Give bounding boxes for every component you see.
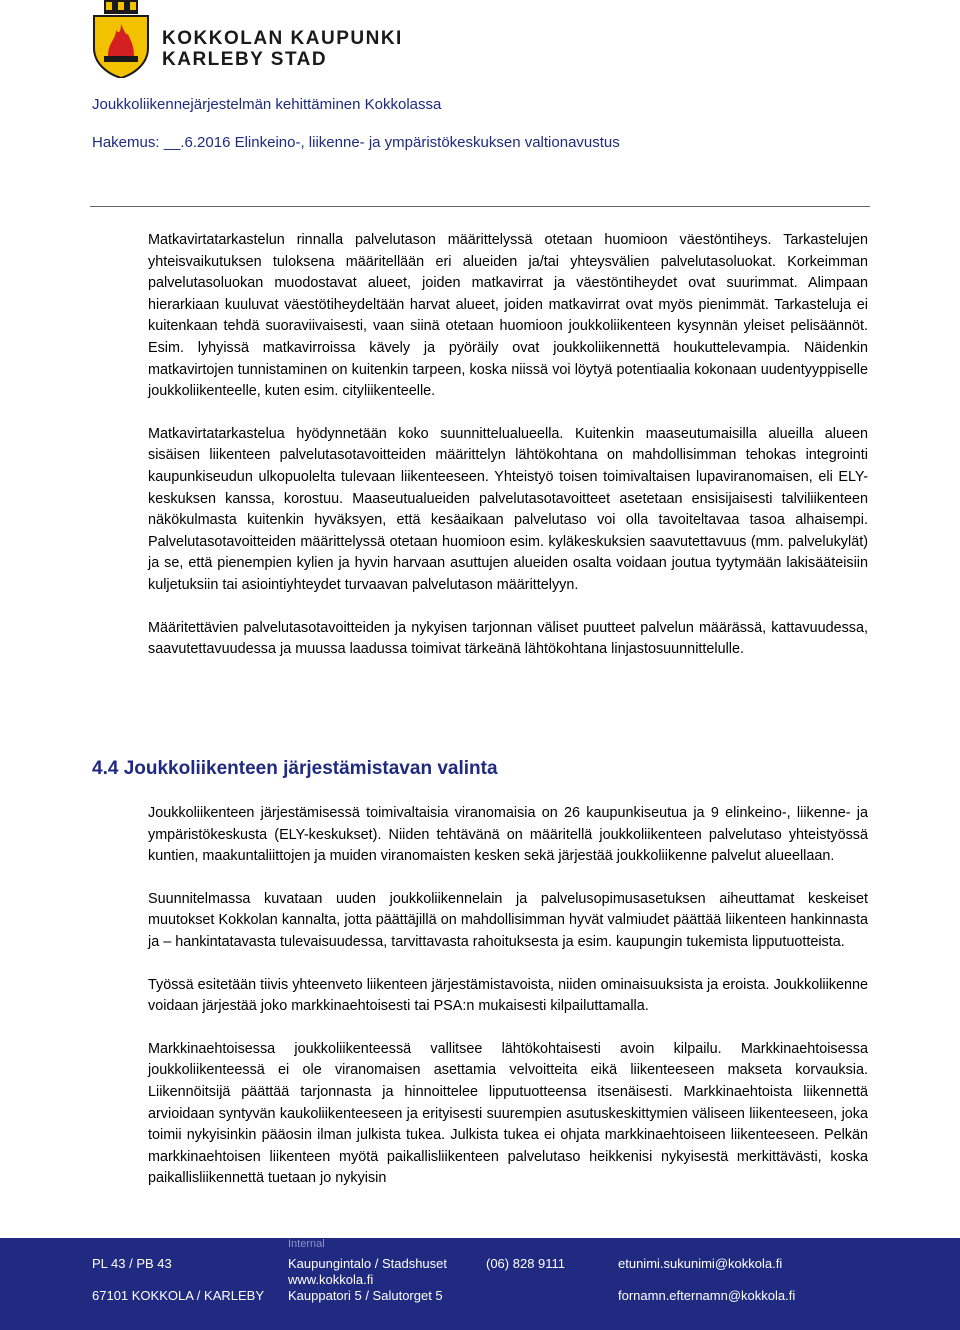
footer-postbox: PL 43 / PB 43 [92, 1256, 172, 1271]
document-subtitle: Hakemus: __.6.2016 Elinkeino-, liikenne- ja ympäristökeskuksen valtionavustus [92, 134, 620, 151]
footer-street-address: Kauppatori 5 / Salutorget 5 [288, 1288, 443, 1303]
header-logo [90, 0, 490, 80]
section-body-text [148, 803, 868, 1211]
footer-postcode: 67101 KOKKOLA / KARLEBY [92, 1288, 264, 1303]
section-heading: 4.4 Joukkoliikenteen järjestämistavan valinta [92, 758, 498, 779]
paragraph: Joukkoliikenteen järjestämisessä toimivaltaisia viranomaisia on 26 kaupunkiseutua ja 9 elinkeino-, liikenne- ja ympäristökeskusta (ELY-keskukset). Niiden tehtävänä on määritellä joukkoliikenteen palvelutaso yhteistyössä kuntien, maakuntaliittojen ja muiden viranomaisten kesken sekä järjestää joukkoliikenne palvelut alueellaan. [148, 805, 868, 865]
paragraph: Matkavirtatarkastelua hyödynnetään koko suunnittelualueella. Kuitenkin maaseutumaisilla alueilla alueen sisäisen liikenteen palvelutasotavoitteiden määrittelyn lähtökohtana on mahdollisimman tehokas integrointi kaupunkiseudun ulkopuolelta tulevaan liikenteeseen. Yhteistyö toisen toimivaltaisen lupaviranomaisen, eli ELY-keskuksen kanssa, korostuu. Maaseutualueiden palvelutasotavoitteet asetetaan ensisijaisesti talviliikenteen näkökulmasta kuitenkin hyväksyen, että kesäaikaan palvelutaso voi olla tavoiteltavaa tasoa alhaisempi. Palvelutasotavoitteiden määrittelyssä otetaan huomioon esim. kyläkeskuksien saavutettavuus (mm. palvelukylät) ja se, että pienempien kylien ja hyvin harvaan asuttujen alueiden osalta voidaan joutua tyytymään lakisääteisiin kuljetuksiin tai asiointiyhteydet turvaavan palvelutason määrittelyyn. [148, 425, 868, 593]
footer-website-link[interactable]: www.kokkola.fi [288, 1272, 374, 1287]
city-crest-icon [90, 0, 152, 78]
footer-phone: (06) 828 9111 [486, 1256, 566, 1271]
footer-email-sv[interactable]: fornamn.efternamn@kokkola.fi [618, 1288, 796, 1303]
document-title: Joukkoliikennejärjestelmän kehittäminen Kokkolassa [92, 96, 442, 113]
paragraph: Suunnitelmassa kuvataan uuden joukkoliikennelain ja palvelusopimusasetuksen aiheuttamat keskeiset muutokset Kokkolan kannalta, jotta päättäjillä on mahdollisimman hyvät valmiudet päättää liikenteen hankinnasta ja – hankintatavasta tulevaisuudessa, tarvittavasta rahoituksesta ja esim. kaupungin tukemista lipputuotteista. [148, 890, 868, 950]
paragraph: Määritettävien palvelutasotavoitteiden ja nykyisen tarjonnan väliset puutteet palvelun määrässä, kattavuudessa, saavutettavuudessa ja muussa laadussa toimivat tärkeänä lähtökohtana linjastosuunnittelulle. [148, 619, 868, 658]
brand-name [162, 28, 403, 70]
brand-line-fi: KOKKOLAN KAUPUNKI [162, 28, 403, 49]
page-footer [0, 1238, 960, 1330]
paragraph: Markkinaehtoisessa joukkoliikenteessä vallitsee lähtökohtaisesti avoin kilpailu. Markkinaehtoisessa joukkoliikenteessä ei ole viranomaisen asettamia velvoitteita eikä liikenteeseen makseta korvauksia. Liikennöitsijä päättää tarjonnasta ja hinnoittelee lipputuotteensa itsenäisesti. Markkinaehtoista liikennettä arvioidaan syntyvän kaukoliikenteeseen ja erityisesti suurempien asutuskeskittymien väliseen liikenteeseen, joka toimii nykyisinkin pääosin ilman julkista tukea. Julkista tukea ei ohjata markkinaehtoiseen liikenteeseen. Pelkän markkinaehtoisen liikenteen myötä paikallisliikenteen palvelutaso heikkenisi nykyisestä merkittävästi, koska paikallisliikennettä tuetaan jo nykyisin [148, 1040, 868, 1187]
body-text [148, 230, 868, 682]
brand-line-sv: KARLEBY STAD [162, 49, 328, 70]
header-divider [90, 206, 870, 207]
paragraph: Työssä esitetään tiivis yhteenveto liikenteen järjestämistavoista, niiden ominaisuuksista ja eroista. Joukkoliikenne voidaan järjestää joko markkinaehtoisesti tai PSA:n mukaisesti kilpailuttamalla. [148, 976, 868, 1015]
footer-office: Kaupungintalo / Stadshuset [288, 1256, 448, 1271]
footer-email-fi[interactable]: etunimi.sukunimi@kokkola.fi [618, 1256, 783, 1271]
paragraph: Matkavirtatarkastelun rinnalla palvelutason määrittelyssä otetaan huomioon väestöntiheys. Tarkastelujen yhteisvaikutuksen tuloksena määritellään eri alueiden ja/tai yhteysvälien palvelutasoluokat. Korkeimman palvelutasoluokan muodostavat alueet, joiden matkavirrat ja väestöntiheydet ovat suurimmat. Alimpaan hierarkiaan kuuluvat väestötiheydeltään harvat alueet, joiden matkavirrat ovat myös pienimmät. Tarkasteluja ei kuitenkaan tehdä suoraviivaisesti, vaan siinä otetaan huomioon joukkoliikenteen kysynnän yleiset pelisäännöt. Esim. lyhyissä matkavirroissa kävely ja pyöräily ovat joukkoliikennettä houkuttelevampia. Näidenkin matkavirtojen tunnistaminen on kuitenkin tarpeen, koska niissä voi löytyä potentiaalia kokonaan uudentyyppiselle joukkoliikenteelle, kuten esim. cityliikenteelle. [148, 232, 868, 400]
classification-stamp: Internal [288, 1238, 325, 1250]
